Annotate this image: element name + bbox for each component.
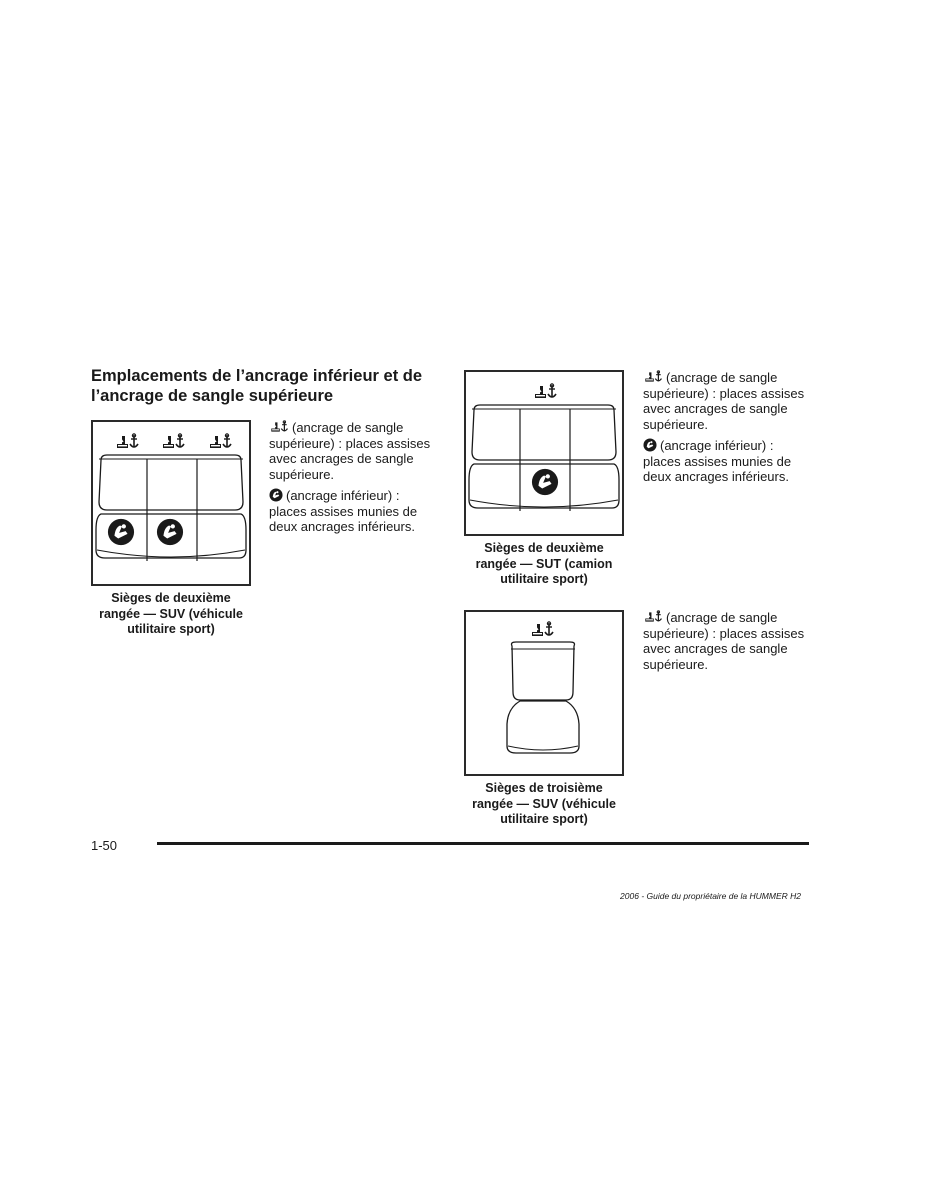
top-tether-anchor-icon — [532, 622, 553, 636]
lower-anchor-icon — [157, 519, 183, 545]
seat-diagram-third-row-suv — [464, 610, 624, 776]
figure-description: (ancrage de sangle supérieure) : places assises avec ancrages de sangle supérieure. — [643, 610, 805, 672]
page-number: 1-50 — [91, 838, 118, 853]
seat-diagram-second-row-suv — [91, 420, 251, 586]
figure-caption: Sièges de deuxième rangée — SUT (camion utilitaire sport) — [475, 541, 613, 586]
lower-anchor-icon — [532, 469, 558, 495]
top-tether-anchor-icon — [269, 420, 289, 434]
lower-anchor-icon — [269, 488, 283, 502]
top-tether-anchor-icon — [163, 434, 184, 448]
top-tether-anchor-icon — [643, 610, 663, 624]
figure-caption: Sièges de troisième rangée — SUV (véhicule utilitaire sport) — [472, 781, 616, 826]
lower-anchor-icon — [108, 519, 134, 545]
seat-diagram-second-row-sut — [464, 370, 624, 536]
lower-anchor-icon — [643, 438, 657, 452]
figure-caption: Sièges de deuxième rangée — SUV (véhicule utilitaire sport) — [99, 591, 243, 636]
top-tether-anchor-icon — [643, 370, 663, 384]
figure-description: (ancrage de sangle supérieure) : places assises avec ancrages de sangle supérieure. (ancrage inférieur) : places assises munies de deux ancrages inférieurs. — [269, 420, 431, 534]
figure-description: (ancrage de sangle supérieure) : places assises avec ancrages de sangle supérieure. (ancrage inférieur) : places assises munies de deux ancrages inférieurs. — [643, 370, 805, 484]
top-tether-anchor-icon — [210, 434, 231, 448]
top-tether-anchor-icon — [535, 384, 556, 398]
top-tether-anchor-icon — [117, 434, 138, 448]
section-heading: Emplacements de l’ancrage inférieur et de l’ancrage de sangle supérieure — [91, 367, 423, 405]
page-footer: 2006 - Guide du propriétaire de la HUMMER H2 — [620, 891, 801, 901]
horizontal-rule — [157, 842, 809, 845]
